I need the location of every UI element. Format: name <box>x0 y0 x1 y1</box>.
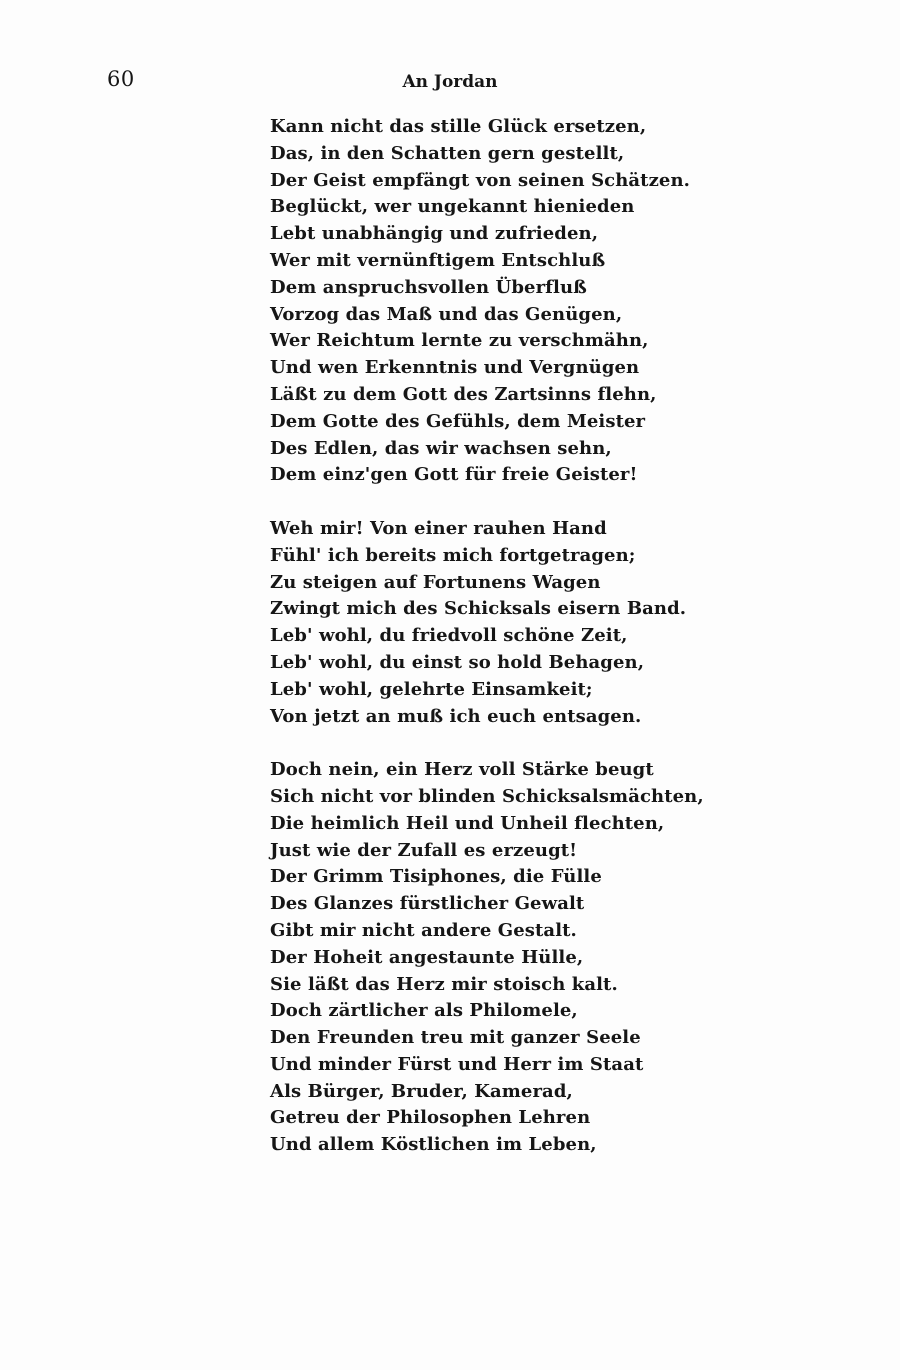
running-title: An Jordan <box>402 72 498 92</box>
verse-line: Und minder Fürst und Herr im Staat <box>270 1053 644 1075</box>
stanza-break <box>270 489 650 516</box>
verse-line: Dem Gotte des Gefühls, dem Meister <box>270 410 646 432</box>
verse-line: Läßt zu dem Gott des Zartsinns flehn, <box>270 383 657 405</box>
verse-line: Der Grimm Tisiphones, die Fülle <box>270 866 602 888</box>
verse-line: Dem anspruchsvollen Überfluß <box>270 276 587 298</box>
verse-line: Doch nein, ein Herz voll Stärke beugt <box>270 759 654 781</box>
verse-line: Von jetzt an muß ich euch entsagen. <box>270 705 642 727</box>
verse-line: Fühl' ich bereits mich fortgetragen; <box>270 544 636 566</box>
verse-line: Kann nicht das stille Glück ersetzen, <box>270 116 647 137</box>
verse-line: Und allem Köstlichen im Leben, <box>270 1134 597 1156</box>
verse-line: Dem einz'gen Gott für freie Geister! <box>270 464 638 486</box>
verse-line: Sich nicht vor blinden Schicksalsmächten, <box>270 785 704 807</box>
stanza-3 <box>270 757 704 1159</box>
verse-line: Just wie der Zufall es erzeugt! <box>270 839 578 861</box>
verse-line: Zwingt mich des Schicksals eisern Band. <box>270 598 687 620</box>
verse-line: Die heimlich Heil und Unheil flechten, <box>270 812 665 834</box>
page-number: 60 <box>107 67 135 91</box>
verse-line: Gibt mir nicht andere Gestalt. <box>270 919 577 941</box>
verse-line: Des Glanzes fürstlicher Gewalt <box>270 893 585 915</box>
verse-line: Den Freunden treu mit ganzer Seele <box>270 1027 641 1049</box>
verse-line: Des Edlen, das wir wachsen sehn, <box>270 437 612 459</box>
verse-line: Lebt unabhängig und zufrieden, <box>270 223 599 245</box>
verse-line: Zu steigen auf Fortunens Wagen <box>270 571 601 593</box>
verse-line: Weh mir! Von einer rauhen Hand <box>270 517 607 539</box>
verse-line: Als Bürger, Bruder, Kamerad, <box>270 1080 573 1102</box>
verse-line: Wer mit vernünftigem Entschluß <box>270 249 606 271</box>
verse-line: Leb' wohl, gelehrte Einsamkeit; <box>270 678 593 700</box>
verse-line: Und wen Erkenntnis und Vergnügen <box>270 357 640 379</box>
verse-line: Getreu der Philosophen Lehren <box>270 1107 591 1129</box>
verse-line: Sie läßt das Herz mir stoisch kalt. <box>270 973 618 995</box>
verse-line: Das, in den Schatten gern gestellt, <box>270 142 625 164</box>
poem-body <box>270 114 704 1159</box>
verse-line: Vorzog das Maß und das Genügen, <box>270 303 623 325</box>
verse-line: Doch zärtlicher als Philomele, <box>270 1000 578 1022</box>
verse-line: Leb' wohl, du friedvoll schöne Zeit, <box>270 625 628 647</box>
verse-line: Der Geist empfängt von seinen Schätzen. <box>270 169 691 191</box>
stanza-1 <box>270 114 691 489</box>
verse-line: Beglückt, wer ungekannt hienieden <box>270 196 635 218</box>
verse-line: Wer Reichtum lernte zu verschmähn, <box>270 330 649 352</box>
stanza-2 <box>270 516 687 730</box>
verse-line: Leb' wohl, du einst so hold Behagen, <box>270 651 645 673</box>
verse-line: Der Hoheit angestaunte Hülle, <box>270 946 584 968</box>
stanza-break <box>270 730 650 757</box>
